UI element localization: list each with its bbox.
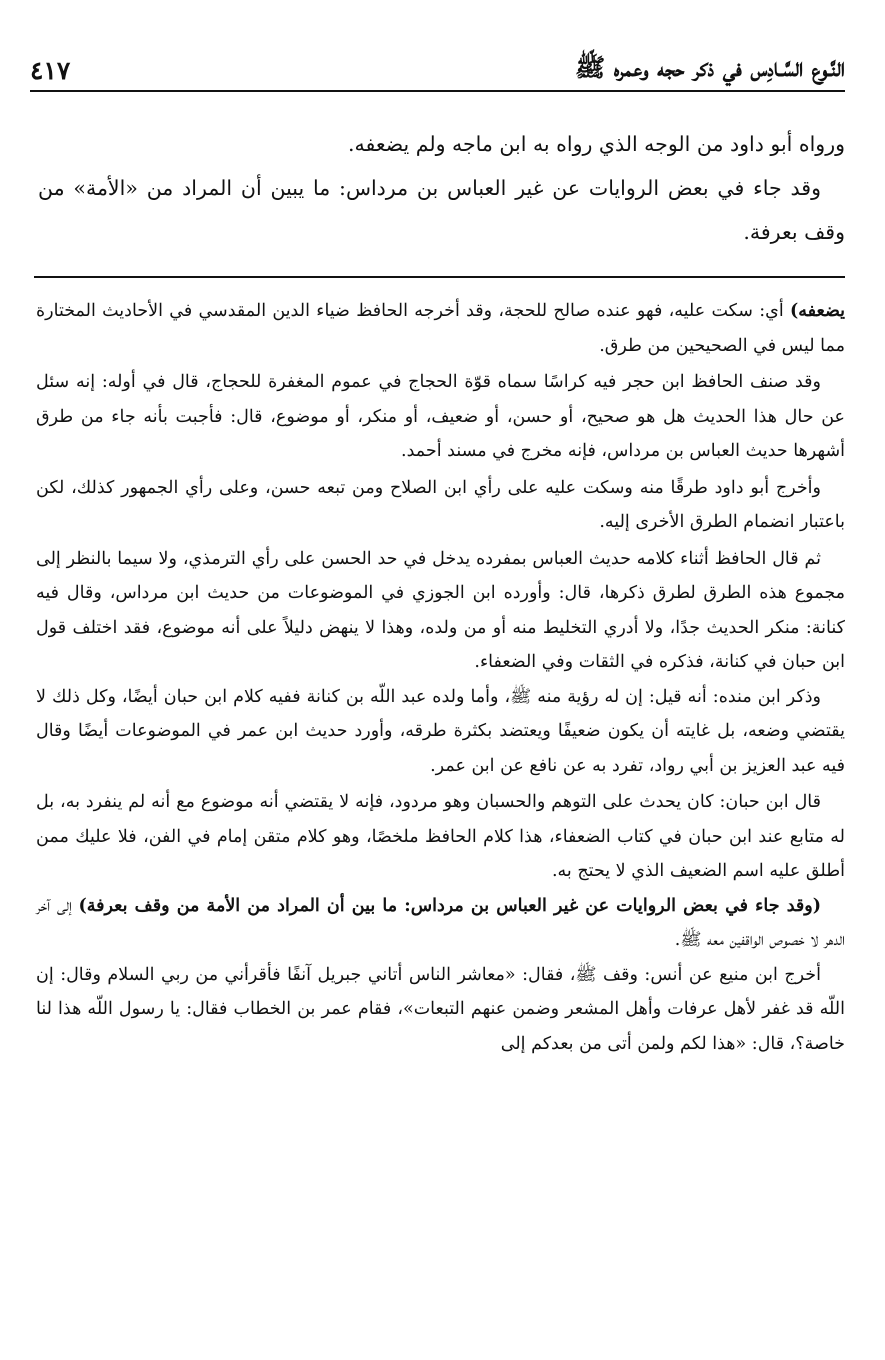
commentary-paragraph: قال ابن حبان: كان يحدث على التوهم والحسبان وهو مردود، فإنه لا يقتضي أنه موضوع مع أنه لم ينفرد به، بل له متابع عند ابن حبان في كتاب الضعفاء، هذا كلام الحافظ ملخصًا، وهو كلام متقن إمام في الفن، فلا عليك ممن أطلق عليه اسم الضعيف الذي لا يحتج به.: [36, 792, 845, 881]
commentary-text: [36, 294, 845, 1061]
main-paragraph: ورواه أبو داود من الوجه الذي رواه به ابن ماجه ولم يضعفه.: [347, 132, 845, 156]
commentary-paragraph: وقد صنف الحافظ ابن حجر فيه كراسًا سماه قوّة الحجاج في عموم المغفرة للحجاج، قال في أوله: إنه سئل عن حال هذا الحديث هل هو صحيح، أو حسن، أو ضعيف، أو منكر، أو موضوع، قال: فأجبت بأنه جاء من طرق أشهرها حديث العباس بن مرداس، فإنه مخرج في مسند أحمد.: [36, 372, 845, 461]
chapter-title: النَّـوع السَّـادِس في ذكر حجه وعمره ﷺ: [574, 52, 845, 82]
commentary-paragraph: ثم قال الحافظ أثناء كلامه حديث العباس بمفرده يدخل في حد الحسن على رأي الترمذي، ولا سيما بالنظر إلى مجموع هذه الطرق لطرق ذكرها، قال: وأورده ابن الجوزي في الموضوعات من حديث ابن مرداس، وقال فيه كنانة: منكر الحديث جدًا، ولا أدري التخليط منه أو من ولده، وهذا لا ينهض دليلاً على أنه موضوع، فقد اختلف قول ابن حبان في كنانة، فذكره في الثقات وفي الضعفاء.: [36, 548, 845, 672]
footnote-divider: [34, 276, 845, 278]
commentary-paragraph: يضعفه) أي: سكت عليه، فهو عنده صالح للحجة، وقد أخرجه الحافظ ضياء الدين المقدسي في الأحاديث المختارة مما ليس في الصحيحين من طرق.: [36, 301, 845, 356]
commentary-paragraph: وذكر ابن منده: أنه قيل: إن له رؤية منه ﷺ، وأما ولده عبد اللّه بن كنانة ففيه كلام ابن حبان أيضًا، وكل ذلك لا يقتضي وضعه، بل غايته أن يكون ضعيفًا ويعتضد بكثرة طرقه، وأورد حديث ابن عمر في الموضوعات أيضًا وقال فيه عبد العزيز بن أبي رواد، تفرد به عن نافع عن ابن عمر.: [36, 686, 845, 776]
commentary-paragraph: (وقد جاء في بعض الروايات عن غير العباس بن مرداس: ما بين أن المراد من الأمة من وقف بعرفة) إلى آخر الدهر لا خصوص الواقفين معه ﷺ.: [36, 895, 845, 950]
commentary-paragraph: أخرج ابن منيع عن أنس: وقف ﷺ، فقال: «معاشر الناس أتاني جبريل آنفًا فأقرأني من ربي السلام وقال: إن اللّه قد غفر لأهل عرفات وأهل المشعر وضمن عنهم التبعات»، فقام عمر بن الخطاب فقال: يا رسول اللّه هذا لنا خاصة؟، قال: «هذا لكم ولمن أتى من بعدكم إلى: [36, 964, 845, 1054]
commentary-paragraph: وأخرج أبو داود طرقًا منه وسكت عليه على رأي ابن الصلاح ومن تبعه حسن، وعلى رأي الجمهور كذلك، لكن باعتبار انضمام الطرق الأخرى إليه.: [36, 477, 845, 532]
quoted-lemma: يضعفه): [789, 301, 845, 321]
main-paragraph: وقد جاء في بعض الروايات عن غير العباس بن مرداس: ما يبين أن المراد من «الأمة» من وقف بعرفة.: [38, 176, 845, 244]
quoted-lemma: (وقد جاء في بعض الروايات عن غير العباس بن مرداس: ما بين أن المراد من الأمة من وقف بعرفة): [78, 895, 821, 916]
page-number: ٤١٧: [30, 55, 71, 85]
running-header: [30, 50, 845, 92]
main-text: [38, 122, 845, 254]
